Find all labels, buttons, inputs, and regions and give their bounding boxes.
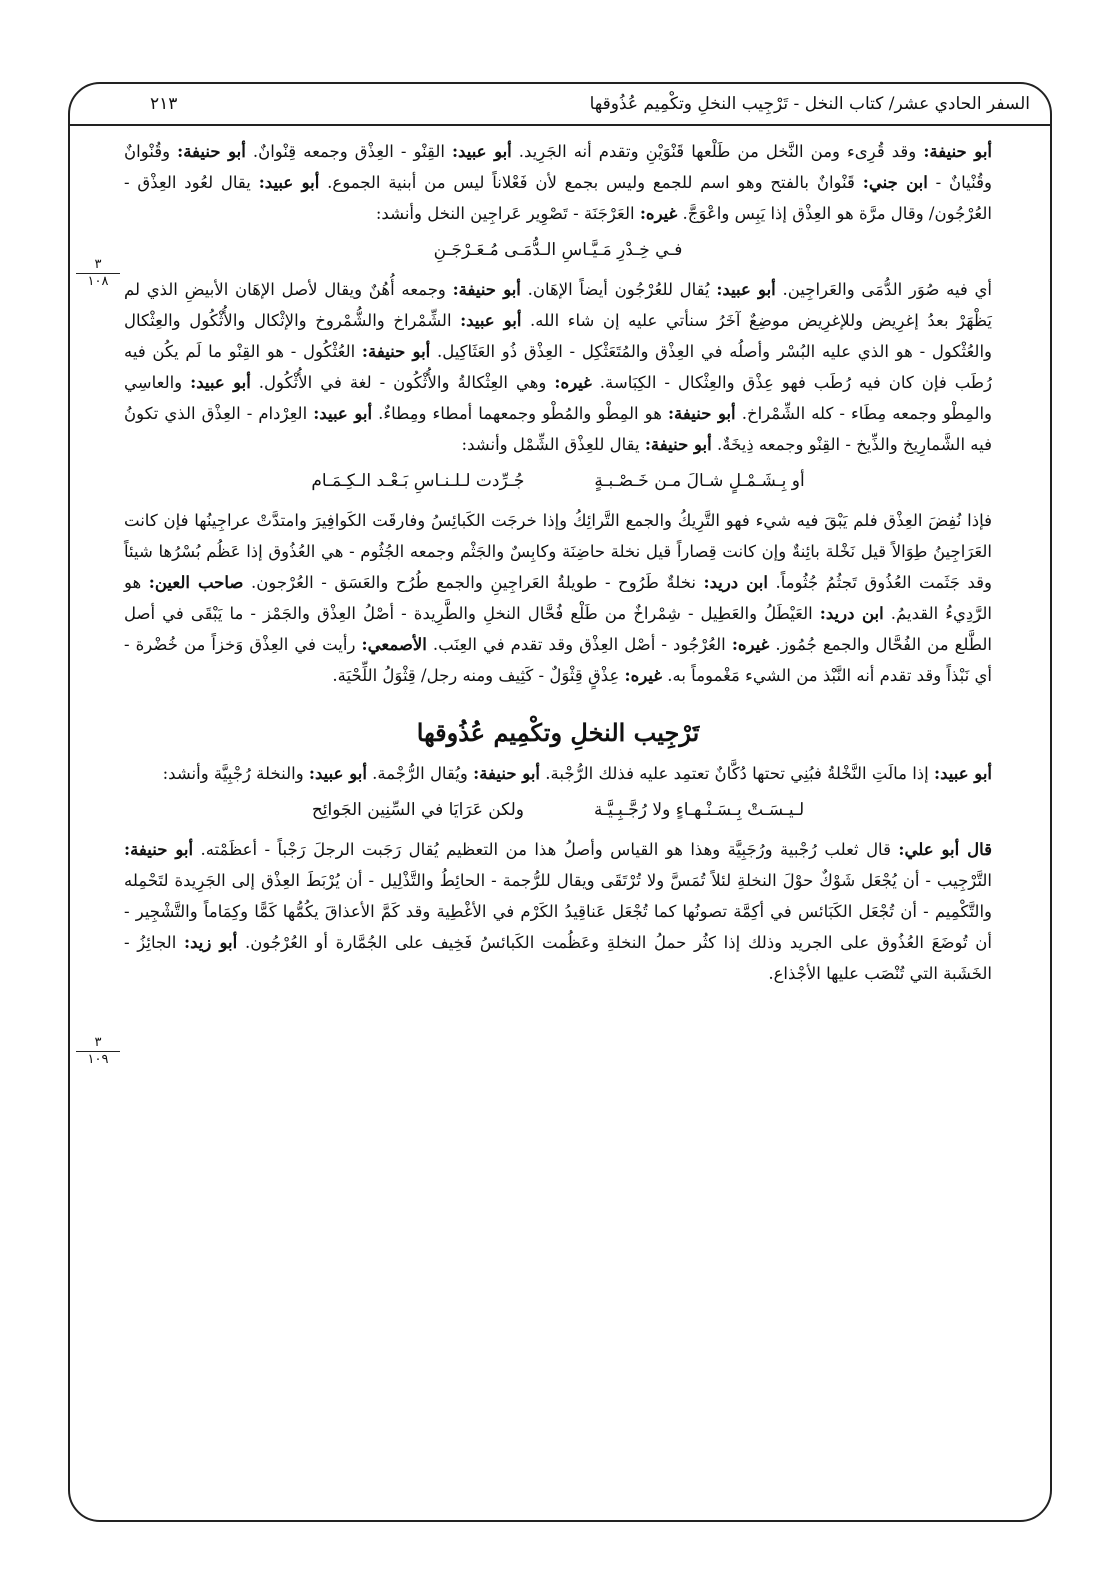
text-run: والنخلة رُجْبِيَّة وأنشد: [162, 764, 309, 783]
running-title: السفر الحادي عشر/ كتاب النخل - تَرْجِيب النخلِ وتكْمِيم عُذُوقها [589, 94, 1030, 114]
speaker-name: ابن دريد: [703, 573, 768, 592]
paragraph-5 [124, 834, 992, 989]
speaker-name: أبو زيد: [184, 933, 238, 952]
text-run: أي فيه صُوَر الدُّمَى والعَراجِين. [775, 280, 993, 299]
speaker-name: غيره: [624, 666, 662, 685]
verse-3 [124, 795, 992, 826]
speaker-name: أبو حنيفة: [452, 280, 521, 299]
text-run: فإذا نُفِضَ العِذْق فلم يَبْقَ فيه شيء فهو التَّرِيكُ والجمع التَّرائِكُ وإذا خرجَت الكَبائِسُ وفارقَت الكَوافِيرَ وامتدَّتْ عراجِينُها فإن كانت العَرَاجِينُ طِوَالاً قيل نَخْلة بائِنةٌ وإن كانت قِصاراً قيل نخلة حاضِنَة وكابِسٌ والجَثْم وجمعه الجُثُوم - هي العُذُوق إذا عَظُم بُسْرُها شيئاً وقد جَثَمت العُذُوق تَجثُمُ جُثُوماً. [124, 511, 992, 592]
text-run: العُثْكُول - هو القِنْو ما لَم يكُن فيه رُطَب فإن كان فيه رُطَب فهو عِذْق والعِثْكال - الكِبَاسة. [124, 342, 992, 392]
header-rule [68, 124, 1052, 126]
text-run: يُقال للعُرْجُون أيضاً الإهَان. [520, 280, 717, 299]
text-run: والعاسِي والمِطْو وجمعه مِطَاء - كله الشِّمْراخ. [124, 373, 993, 423]
text-run: العَيْطَلُ والعَطِيل - شِمْراخٌ من طَلْع فُحَّال النخلِ والطَّرِيدة - أصْلُ العِذْق والجَمْز - ما يَبْقَى في أصل الطَّلع من الفُحَّال والجمع جُمُوز. [124, 604, 992, 654]
speaker-name: أبو حنيفة: [667, 404, 736, 423]
text-run: الشِّمْراخ والشُّمْروخ والإثْكال والأُثْكُول والعِثْكال والعُثْكول - هو الذي عليه البُسْر وأصلُه في العِذْق والمُتَعَثْكِل - العِذْق ذُو العَثَاكِيل. [124, 311, 993, 361]
speaker-name: أبو عبيد: [313, 404, 373, 423]
margin-ref-1 [76, 258, 120, 289]
speaker-name: أبو حنيفة: [177, 142, 246, 161]
text-run: هو المِطْو والمُطْو وجمعهما أمطاء ومِطاءٌ. [372, 404, 668, 423]
page-body [124, 136, 992, 989]
margin-ref-2-volume: ٣ [76, 1036, 120, 1052]
text-run: هو الرَّدِيءُ القديمُ. [124, 573, 992, 623]
speaker-name: غيره: [639, 204, 678, 223]
text-run: يقال لعُود العِذْق - العُرْجُون/ وقال مرَّة هو العِذْق إذا يَبِس واعْوَجَّ. [124, 173, 992, 223]
speaker-name: أبو عبيد: [190, 373, 251, 392]
speaker-name: صاحب العين: [148, 573, 244, 592]
verse-2-first-hemistich: أو بِـشَـمْـلٍ شـالَ مـن خَـصْـبـةٍ [594, 471, 805, 491]
paragraph-1 [124, 136, 992, 229]
speaker-name: أبو حنيفة: [124, 840, 194, 859]
text-run: وقُنْوانٌ وقُنْيانٌ - [124, 142, 992, 192]
margin-ref-2 [76, 1036, 120, 1067]
text-run: قال ثعلب رُجْبية ورُجَبِيَّة وهذا هو القياس وأصلُ هذا من التعظيم يُقال رَجَبت الرجلَ رَجْباً - أعظَمْته. [193, 840, 899, 859]
text-run: قَنْوانٌ بالفتح وهو اسم للجمع وليس بجمع لأن فَعْلاناً ليس من أبنية الجموع. [319, 173, 863, 192]
text-run: وقد قُرِىء ومن النَّخل من طَلْعها قَنْوَيْنِ وتقدم أنه الجَرِيد. [511, 142, 924, 161]
text-run: العَرْجَنَة - تَصْوِير عَراجِين النخل وأنشد: [375, 204, 640, 223]
text-run: القِنْو - العِذْق وجمعه قِنْوانٌ. [245, 142, 452, 161]
paragraph-2 [124, 274, 992, 460]
margin-ref-2-page: ١٠٩ [87, 1052, 109, 1067]
paragraph-4 [124, 758, 992, 789]
speaker-name: أبو عبيد: [308, 764, 367, 783]
text-run: رأيت في العِذْق وَخزاً من خُضْرة - أي نَبْذاً وقد تقدم أنه النَّبْذ من الشيء مَغْموماً به. [124, 635, 992, 685]
margin-ref-1-volume: ٣ [76, 258, 120, 274]
speaker-name: أبو حنيفة: [473, 764, 540, 783]
speaker-name: قال أبو علي: [898, 840, 993, 859]
speaker-name: أبو حنيفة: [644, 435, 712, 454]
text-run: وهي العِثْكالةُ والأُثْكُون - لغة في الأُثْكُول. [250, 373, 555, 392]
text-run: يقال للعِذْق الشِّمْل وأنشد: [461, 435, 645, 454]
paragraph-3 [124, 505, 992, 691]
speaker-name: أبو عبيد: [934, 764, 992, 783]
text-run: عِذْقٍ قِثْوَلٌ - كَثِيف ومنه رجل/ قِثْوَلُ اللِّحْيَة. [332, 666, 625, 685]
text-run: الجائِزُ - الخَشَبة التي تُنْصَب عليها الأجْذاع. [124, 933, 992, 983]
text-run: إذا مالَتِ النَّخْلةُ فبُنِي تحتها دُكَّانٌ تعتمِد عليه فذلك الرُّجْبة. [540, 764, 934, 783]
speaker-name: أبو عبيد: [258, 173, 320, 192]
page-number: ٢١٣ [150, 94, 178, 114]
page-header [68, 86, 1052, 126]
text-run: نخلةٌ طَرُوح - طويلةُ العَراجِينِ والجمع طُرُح والعَسَق - العُرْجون. [243, 573, 704, 592]
verse-3-second-hemistich: ولكن عَرَايَا في السِّنِين الجَوائِح [311, 800, 524, 820]
speaker-name: أبو عبيد: [451, 142, 512, 161]
speaker-name: أبو عبيد: [716, 280, 776, 299]
verse-1: فـي خِـدْرِ مَـيَّـاسِ الـدُّمَـى مُـعَـرْجَـنِ [433, 240, 683, 260]
text-run: العِرْدام - العِذْق الذي تكونُ فيه الشَّمارِيخ والذِّيخ - القِنْو وجمعه ذِيخَةٌ. [124, 404, 992, 454]
speaker-name: ابن جني: [862, 173, 928, 192]
verse-2-second-hemistich: جُـرِّدت لـلـنـاسِ بَـعْـد الـكِـمَـام [311, 471, 525, 491]
speaker-name: أبو حنيفة: [361, 342, 431, 361]
margin-ref-1-page: ١٠٨ [87, 274, 109, 289]
speaker-name: ابن دريد: [819, 604, 884, 623]
text-run: العُرْجُود - أصْل العِذْق وقد تقدم في العِنَب. [426, 635, 732, 654]
verse-3-first-hemistich: لـيـسَـتْ بِـسَـنْـهـاءٍ ولا رُجَّـبِـيَّـة [593, 800, 805, 820]
speaker-name: الأصمعي: [361, 635, 427, 654]
section-title: تَرْجِيب النخلِ وتكْمِيم عُذُوقها [416, 718, 700, 747]
speaker-name: أبو حنيفة: [923, 142, 992, 161]
text-run: وجمعه أُهُنٌ ويقال لأصل الإهَان الأبيضِ الذي لم يَظْهَرْ بعدُ إغرِيض وللإغرِيض موضِعٌ آخَرُ سنأتي عليه إن شاء الله. [124, 280, 992, 330]
speaker-name: غيره: [731, 635, 770, 654]
text-run: التَّرْجِيب - أن يُجْعَل شَوْكٌ حوْلَ النخلةِ لئلاً تُمَسَّ ولا تُرْتَقَى ويقال للرُّجمة - الحائِطُ والتَّذْلِيل - أن يُرْبَطَ العِذْق إلى الجَرِيدة لتَحْمِله والتَّكْمِيم - أن تُجْعَل الكَبَائس في أكِمَّة تصونُها كما تُجْعَل عَناقِيدُ الكَرْم في الأغْطِية وقد كَمَّ الأعذاقَ يكُمُّها كَمًّا وكِمَاماً والتَّشْجِير - أن تُوضَعَ العُذُوق على الجريد وذلك إذا كثُر حملُ النخلةِ وعَظُمت الكَبائسُ فَخِيف على الجُمَّارة أو العُرْجُون. [124, 871, 992, 952]
speaker-name: أبو عبيد: [460, 311, 522, 330]
text-run: ويُقال الرُّجْمة. [366, 764, 474, 783]
speaker-name: غيره: [554, 373, 592, 392]
verse-2 [124, 466, 992, 497]
